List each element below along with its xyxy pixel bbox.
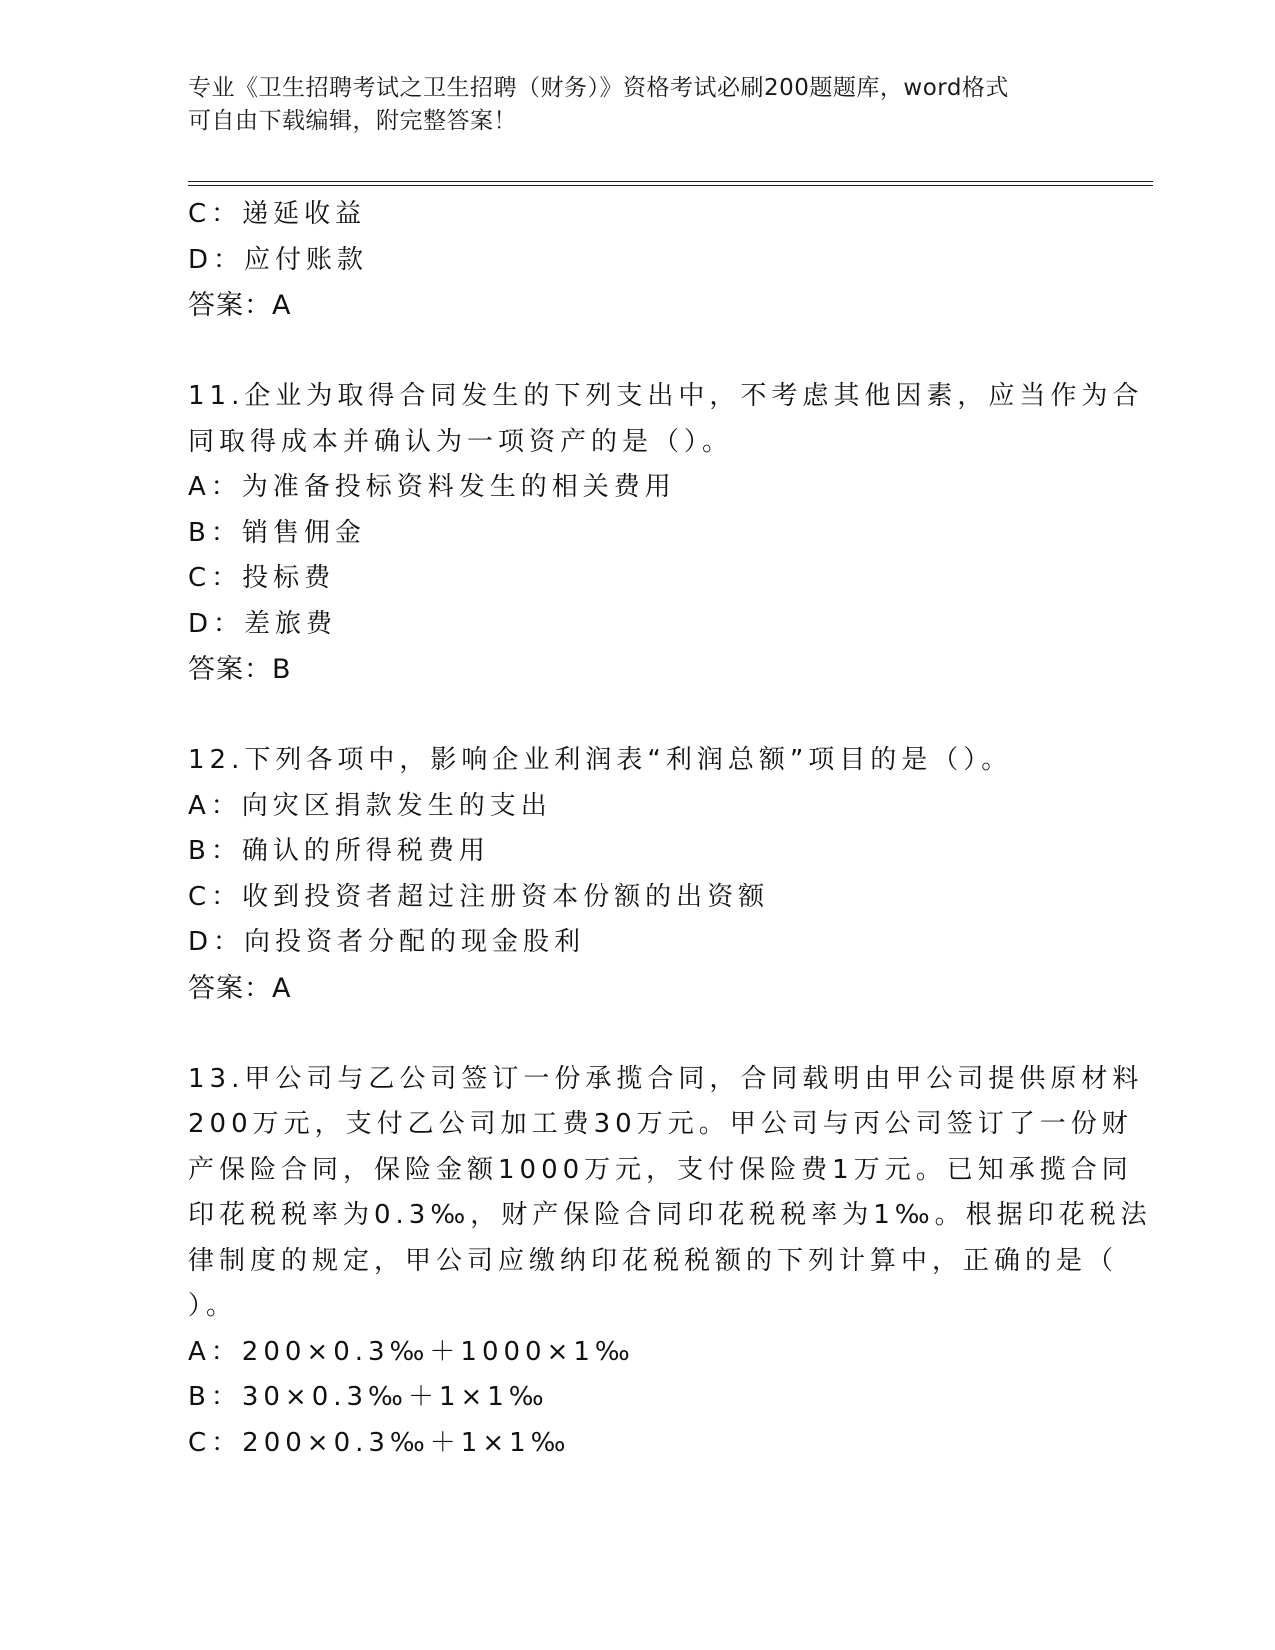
question-stem-line: 印花税税率为0.3‰，财产保险合同印花税税率为1‰。根据印花税法	[188, 1200, 1152, 1230]
spacer	[188, 329, 1088, 375]
option-a: A：为准备投标资料发生的相关费用	[188, 472, 676, 502]
answer: 答案：B	[188, 654, 292, 685]
spacer	[188, 693, 1088, 739]
option-a: A：向灾区捐款发生的支出	[188, 790, 552, 821]
document-header	[188, 72, 1088, 138]
question-11	[188, 374, 1144, 693]
header-line-2: 可自由下载编辑，附完整答案！	[188, 108, 517, 134]
option-b: B：30×0.3‰＋1×1‰	[188, 1382, 549, 1412]
option-b: B：确认的所得税费用	[188, 836, 490, 866]
answer: 答案：A	[188, 972, 292, 1004]
option-d: D：差旅费	[188, 608, 338, 639]
spacer	[188, 1011, 1088, 1057]
option-a: A：200×0.3‰＋1000×1‰	[188, 1336, 635, 1367]
question-stem-line: 同取得成本并确认为一项资产的是（）。	[188, 426, 734, 457]
answer: 答案：A	[188, 290, 292, 321]
header-line-1: 专业《卫生招聘考试之卫生招聘（财务）》资格考试必刷200题题库，word格式	[188, 75, 1009, 101]
option-b: B：销售佣金	[188, 517, 366, 548]
question-stem-line: 律制度的规定，甲公司应缴纳印花税税额的下列计算中，正确的是（	[188, 1245, 1119, 1276]
option-c: C：200×0.3‰＋1×1‰	[188, 1427, 571, 1458]
header-rule-top	[188, 181, 1153, 182]
question-stem: 12.下列各项中，影响企业利润表“利润总额”项目的是（）。	[188, 745, 1013, 775]
question-13	[188, 1057, 1152, 1467]
option-c: C：递延收益	[188, 199, 367, 229]
header-rule-bottom	[188, 185, 1153, 186]
question-12	[188, 738, 1088, 1011]
option-c: C：收到投资者超过注册资本份额的出资额	[188, 881, 770, 912]
option-d: D：应付账款	[188, 244, 369, 275]
option-c: C：投标费	[188, 563, 336, 593]
question-stem-line: 13.甲公司与乙公司签订一份承揽合同，合同载明由甲公司提供原材料	[188, 1063, 1144, 1094]
question-10	[188, 192, 1088, 329]
question-list	[188, 192, 1152, 1466]
question-stem-line: 200万元，支付乙公司加工费30万元。甲公司与丙公司签订了一份财	[188, 1109, 1133, 1139]
question-stem-line: 产保险合同，保险金额1000万元，支付保险费1万元。已知承揽合同	[188, 1154, 1133, 1185]
option-d: D：向投资者分配的现金股利	[188, 927, 586, 957]
question-stem-line: 11.企业为取得合同发生的下列支出中，不考虑其他因素，应当作为合	[188, 381, 1144, 411]
question-stem-line: ）。	[188, 1291, 238, 1321]
